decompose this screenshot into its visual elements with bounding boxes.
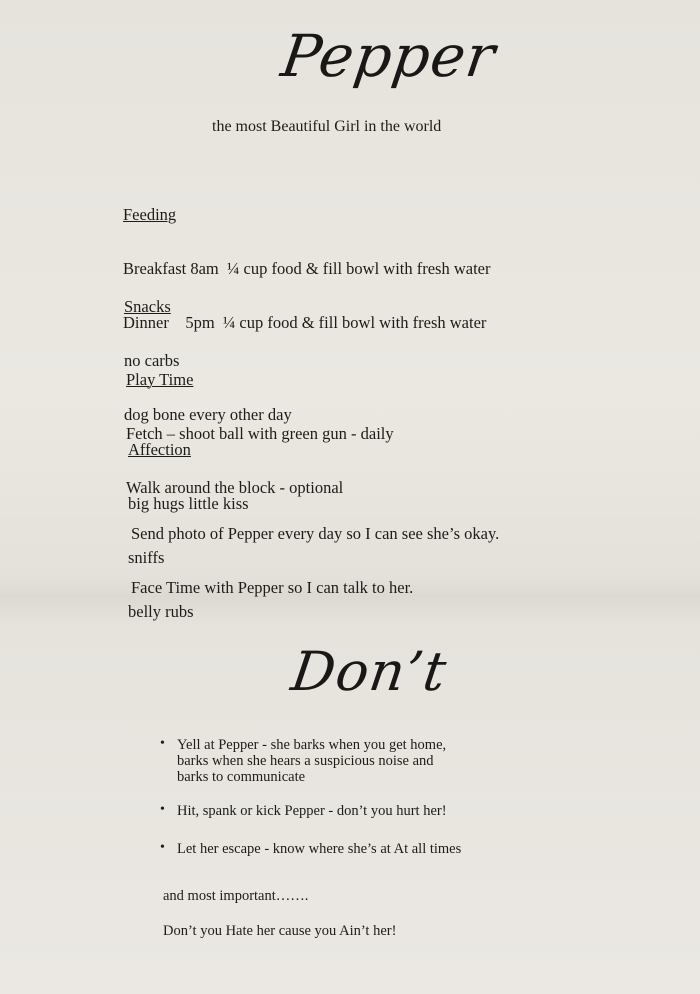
affection-heading: Affection	[128, 440, 191, 459]
bullet-icon: •	[160, 802, 165, 817]
play-item: Fetch – shoot ball with green gun - daily	[126, 424, 394, 443]
document-title: Pepper	[277, 22, 500, 90]
request-facetime: Face Time with Pepper so I can talk to her.	[131, 578, 414, 597]
play-heading: Play Time	[126, 370, 194, 389]
dont-item: Yell at Pepper - she barks when you get home, barks when she hears a suspicious noise and barks to communicate	[177, 737, 447, 785]
dont-title: Don’t	[287, 640, 451, 703]
subtitle: the most Beautiful Girl in the world	[212, 118, 442, 135]
dont-item: Let her escape - know where she’s at At all times	[177, 841, 462, 857]
snack-item: dog bone every other day	[124, 405, 292, 424]
affection-item: big hugs little kiss	[128, 494, 249, 513]
affection-item: belly rubs	[128, 602, 194, 621]
closing-statement: Don’t you Hate her cause you Ain’t her!	[163, 923, 397, 939]
feeding-heading: Feeding	[123, 205, 177, 224]
dont-item: Hit, spank or kick Pepper - don’t you hurt her!	[177, 803, 447, 819]
play-item: Walk around the block - optional	[126, 478, 344, 497]
request-photo: Send photo of Pepper every day so I can see she’s okay.	[131, 524, 500, 543]
feeding-dinner: Dinner 5pm ¼ cup food & fill bowl with fresh water	[123, 313, 487, 332]
feeding-breakfast: Breakfast 8am ¼ cup food & fill bowl with fresh water	[123, 259, 491, 278]
snack-item: no carbs	[124, 351, 180, 370]
affection-item: sniffs	[128, 548, 165, 567]
bullet-icon: •	[160, 736, 165, 751]
bullet-icon: •	[160, 840, 165, 855]
requests-section	[131, 489, 499, 615]
snacks-heading: Snacks	[124, 297, 171, 316]
closing-intro: and most important…….	[163, 888, 309, 904]
